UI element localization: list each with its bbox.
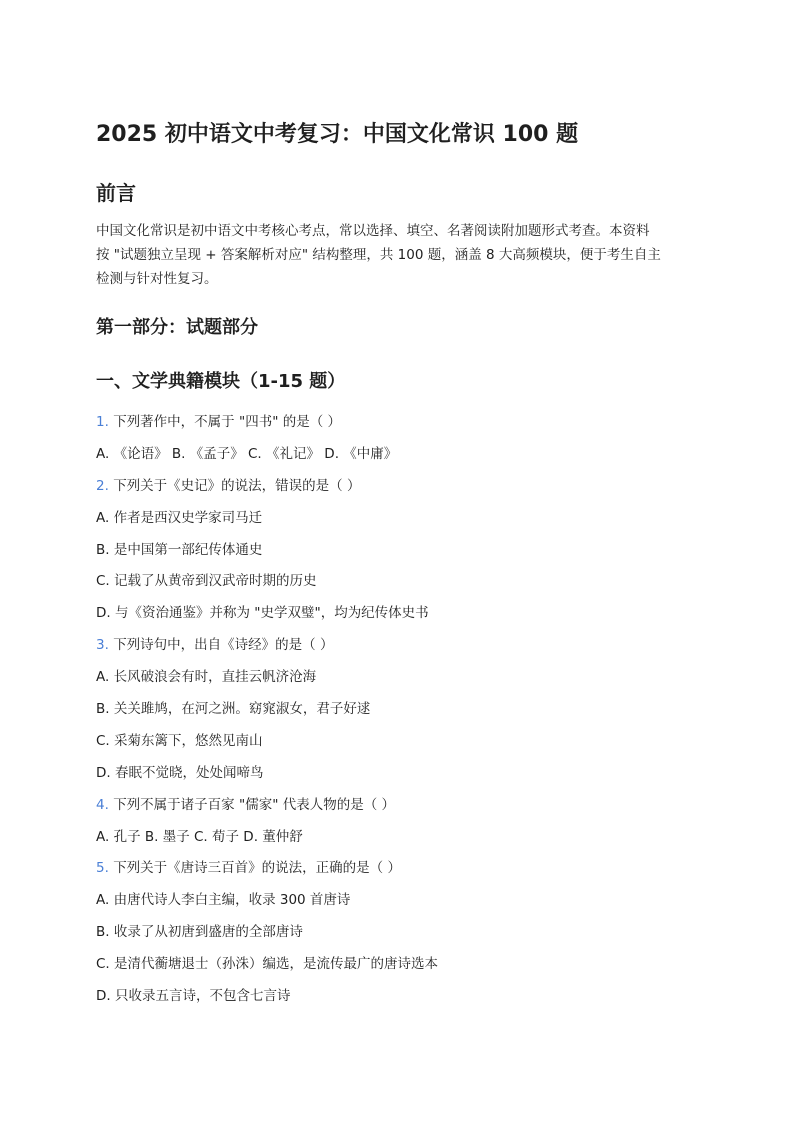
question-stem — [96, 791, 706, 823]
question-option: C. 采菊东篱下，悠然见南山 — [96, 732, 263, 749]
preface-paragraph — [96, 219, 706, 291]
section-heading: 一、文学典籍模块（1-15 题） — [96, 371, 346, 392]
question-stem — [96, 631, 706, 663]
question-option: A. 作者是西汉史学家司马迁 — [96, 509, 263, 526]
question-option: C. 记载了从黄帝到汉武帝时期的历史 — [96, 573, 317, 590]
question-option: B. 收录了从初唐到盛唐的全部唐诗 — [96, 924, 303, 941]
part-heading: 第一部分：试题部分 — [96, 317, 258, 338]
question-option: C. 是清代蘅塘退士（孙洙）编选，是流传最广的唐诗选本 — [96, 956, 439, 973]
question-option: D. 只收录五言诗，不包含七言诗 — [96, 988, 291, 1005]
question-number: 1. — [96, 414, 109, 430]
preface-line: 按 "试题独立呈现 + 答案解析对应" 结构整理，共 100 题，涵盖 8 大高频模块，便于考生自主 — [96, 247, 661, 263]
question-option: B. 关关雎鸠，在河之洲。窈窕淑女，君子好逑 — [96, 701, 371, 718]
question-number: 2. — [96, 477, 109, 494]
question-number: 4. — [96, 796, 109, 813]
document-title: 2025 初中语文中考复习：中国文化常识 100 题 — [96, 122, 579, 147]
question-text: 下列诗句中，出自《诗经》的是（ ） — [113, 637, 334, 654]
question-option: A. 长风破浪会有时，直挂云帆济沧海 — [96, 669, 317, 686]
question-option: A. 孔子 B. 墨子 C. 荀子 D. 董仲舒 — [96, 828, 303, 845]
question-option: A. 《论语》 B. 《孟子》 C. 《礼记》 D. 《中庸》 — [96, 445, 398, 462]
question-option: A. 由唐代诗人李白主编，收录 300 首唐诗 — [96, 892, 351, 909]
question-text: 下列著作中，不属于 "四书" 的是（ ） — [113, 414, 341, 430]
preface-line: 中国文化常识是初中语文中考核心考点，常以选择、填空、名著阅读附加题形式考查。本资料 — [96, 223, 650, 239]
question-stem — [96, 408, 706, 440]
preface-line: 检测与针对性复习。 — [96, 271, 218, 287]
question-option: D. 与《资治通鉴》并称为 "史学双璧"，均为纪传体史书 — [96, 605, 429, 622]
question-text: 下列关于《唐诗三百首》的说法，正确的是（ ） — [113, 860, 401, 877]
question-number: 3. — [96, 637, 109, 654]
question-stem — [96, 854, 706, 886]
question-text: 下列关于《史记》的说法，错误的是（ ） — [113, 477, 361, 494]
question-list — [96, 408, 706, 1014]
preface-heading: 前言 — [96, 181, 136, 205]
question-text: 下列不属于诸子百家 "儒家" 代表人物的是（ ） — [113, 796, 395, 813]
question-number: 5. — [96, 860, 109, 877]
question-option: D. 春眠不觉晓，处处闻啼鸟 — [96, 764, 264, 781]
question-stem — [96, 472, 706, 504]
question-option: B. 是中国第一部纪传体通史 — [96, 541, 263, 558]
